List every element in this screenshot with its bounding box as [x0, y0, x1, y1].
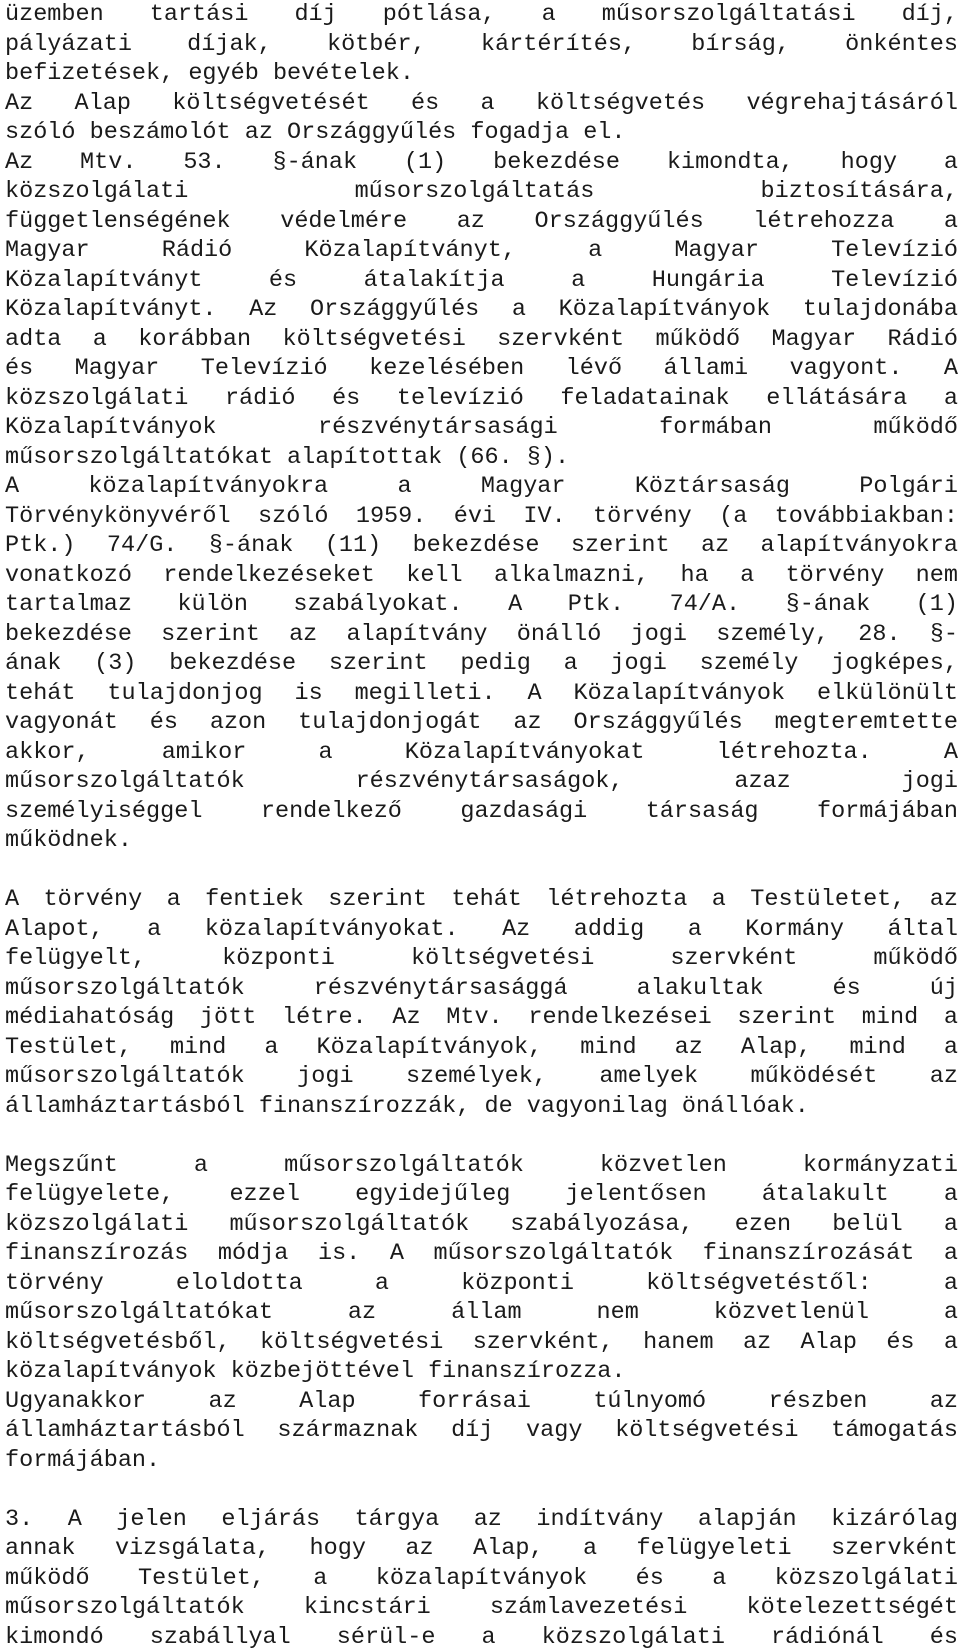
text-line: Az Mtv. 53. §-ának (1) bekezdése kimondta, hogy a	[5, 148, 958, 176]
text-line: Törvénykönyvéről szóló 1959. évi IV. törvény (a továbbiakban:	[5, 502, 958, 530]
text-line: működnek.	[5, 827, 132, 854]
text-line: A törvény a fentiek szerint tehát létrehozta a Testületet, az	[5, 886, 958, 913]
text-line: műsorszolgáltatókat az állam nem közvetlenül a	[5, 1299, 958, 1326]
text-line: Ugyanakkor az Alap forrásai túlnyomó részben az	[5, 1387, 958, 1415]
text-line: Közalapítványt. Az Országgyűlés a Közalapítványok tulajdonába	[5, 296, 958, 323]
text-line: médiahatóság jött létre. Az Mtv. rendelkezései szerint mind a	[5, 1004, 958, 1031]
text-line: akkor, amikor a Közalapítványokat létrehozta. A	[5, 738, 958, 766]
text-line: Közalapítványt és átalakítja a Hungária Televízió	[5, 266, 958, 294]
text-line: 3. A jelen eljárás tárgya az indítvány alapján kizárólag	[5, 1505, 958, 1533]
text-line: tehát tulajdonjog is megilleti. A Közalapítványok elkülönült	[5, 679, 958, 707]
text-line: üzemben tartási díj pótlása, a műsorszolgáltatási díj,	[5, 1, 958, 28]
text-line: személyiséggel rendelkező gazdasági társaság formájában	[5, 797, 958, 825]
paragraph-gap	[5, 856, 958, 886]
text-line: bekezdése szerint az alapítvány önálló jogi személy, 28. §-	[5, 620, 958, 648]
text-line: befizetések, egyéb bevételek.	[5, 60, 414, 87]
text-line: vagyonát és azon tulajdonjogát az Országgyűlés megteremtette	[5, 709, 958, 736]
text-line: finanszírozás módja is. A műsorszolgáltatók finanszírozását a	[5, 1240, 958, 1267]
text-line: műsorszolgáltatókat alapítottak (66. §).	[5, 443, 570, 471]
text-line: államháztartásból finanszírozzák, de vagyonilag önállóak.	[5, 1092, 809, 1120]
text-line: költségvetésből, költségvetési szervként, hanem az Alap és a	[5, 1328, 958, 1356]
text-line: műsorszolgáltatók részvénytársasággá alakultak és új	[5, 974, 958, 1002]
text-line: államháztartásból származnak díj vagy költségvetési támogatás	[5, 1417, 958, 1444]
text-line: közszolgálati rádió és televízió feladatainak ellátására a	[5, 384, 958, 412]
text-line: ának (3) bekezdése szerint pedig a jogi személy jogképes,	[5, 650, 958, 677]
text-line: működő Testület, a közalapítványok és a közszolgálati	[5, 1564, 958, 1592]
text-line: vonatkozó rendelkezéseket kell alkalmazni, ha a törvény nem	[5, 561, 958, 589]
text-line: műsorszolgáltatók kincstári számlavezetési kötelezettségét	[5, 1594, 958, 1621]
text-line: kimondó szabállyal sérül-e a közszolgálati rádiónál és	[5, 1623, 958, 1651]
text-line: közszolgálati műsorszolgáltatás biztosítására,	[5, 178, 958, 205]
text-line: közszolgálati műsorszolgáltatók szabályozása, ezen belül a	[5, 1210, 958, 1238]
text-line: formájában.	[5, 1446, 161, 1474]
text-line: függetlenségének védelmére az Országgyűlés létrehozza a	[5, 207, 958, 235]
text-line: tartalmaz külön szabályokat. A Ptk. 74/A. §-ának (1)	[5, 591, 958, 618]
text-line: törvény eloldotta a központi költségvetéstől: a	[5, 1269, 958, 1297]
text-line: A közalapítványokra a Magyar Köztársaság Polgári	[5, 473, 958, 500]
text-line: közalapítványok közbejöttével finanszírozza.	[5, 1358, 626, 1385]
text-line: pályázati díjak, kötbér, kártérítés, bírság, önkéntes	[5, 30, 958, 58]
text-line: felügyelt, központi költségvetési szervként működő	[5, 945, 958, 972]
text-line: adta a korábban költségvetési szervként működő Magyar Rádió	[5, 325, 958, 353]
text-line: Az Alap költségvetését és a költségvetés végrehajtásáról	[5, 89, 958, 117]
text-line: Testület, mind a Közalapítványok, mind az Alap, mind a	[5, 1033, 958, 1061]
text-line: Magyar Rádió Közalapítványt, a Magyar Televízió	[5, 237, 958, 264]
text-line: Megszűnt a műsorszolgáltatók közvetlen kormányzati	[5, 1151, 958, 1179]
text-line: és Magyar Televízió kezelésében lévő állami vagyont. A	[5, 355, 958, 382]
text-line: műsorszolgáltatók jogi személyek, amelyek működését az	[5, 1063, 958, 1090]
text-line: felügyelete, ezzel egyidejűleg jelentősen átalakult a	[5, 1181, 958, 1208]
text-line: szóló beszámolót az Országgyűlés fogadja el.	[5, 119, 626, 146]
text-line: annak vizsgálata, hogy az Alap, a felügyeleti szervként	[5, 1535, 958, 1562]
text-line: Alapot, a közalapítványokat. Az addig a Kormány által	[5, 915, 958, 943]
paragraph-gap	[5, 1121, 958, 1151]
text-line: Közalapítványok részvénytársasági formában működő	[5, 414, 958, 441]
paragraph-gap	[5, 1475, 958, 1505]
text-line: műsorszolgáltatók részvénytársaságok, azaz jogi	[5, 768, 958, 795]
text-line: Ptk.) 74/G. §-ának (11) bekezdése szerint az alapítványokra	[5, 532, 958, 559]
